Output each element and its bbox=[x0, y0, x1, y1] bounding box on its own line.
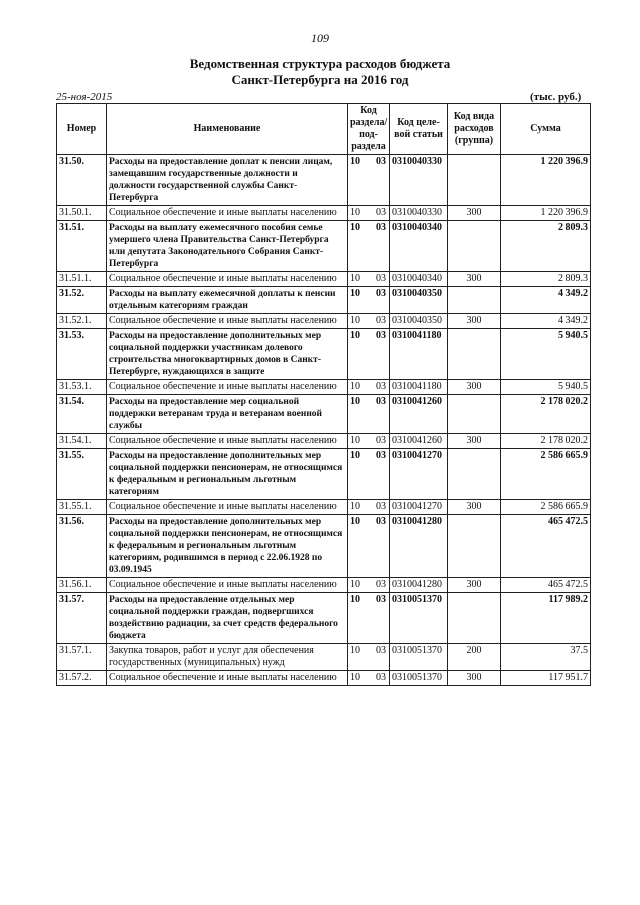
section-code: 10 bbox=[350, 645, 360, 656]
subsection-code: 03 bbox=[376, 516, 386, 527]
section-code: 10 bbox=[350, 288, 360, 299]
section-code: 10 bbox=[350, 156, 360, 167]
row-article-code: 0310051370 bbox=[390, 671, 448, 686]
subsection-code: 03 bbox=[376, 330, 386, 341]
table-row bbox=[57, 578, 591, 593]
header-number: Номер bbox=[57, 104, 107, 155]
row-section-code bbox=[348, 206, 390, 221]
row-number: 31.52. bbox=[57, 287, 107, 314]
subsection-code: 03 bbox=[376, 156, 386, 167]
subsection-code: 03 bbox=[376, 672, 386, 683]
row-number: 31.56.1. bbox=[57, 578, 107, 593]
subsection-code: 03 bbox=[376, 450, 386, 461]
section-code: 10 bbox=[350, 501, 360, 512]
row-expense-type bbox=[448, 155, 501, 206]
row-expense-type bbox=[448, 593, 501, 644]
row-sum: 465 472.5 bbox=[501, 515, 591, 578]
document-title bbox=[0, 56, 640, 88]
row-article-code: 0310040350 bbox=[390, 314, 448, 329]
table-row bbox=[57, 221, 591, 272]
row-number: 31.53. bbox=[57, 329, 107, 380]
row-sum: 37.5 bbox=[501, 644, 591, 671]
row-article-code: 0310040350 bbox=[390, 287, 448, 314]
row-article-code: 0310040330 bbox=[390, 155, 448, 206]
row-number: 31.51.1. bbox=[57, 272, 107, 287]
budget-table bbox=[56, 103, 591, 686]
row-section-code bbox=[348, 155, 390, 206]
row-name: Расходы на предоставление мер социальной поддержки ветеранам труда и ветеранам военной службы bbox=[107, 395, 348, 434]
row-article-code: 0310041280 bbox=[390, 578, 448, 593]
row-name: Социальное обеспечение и иные выплаты населению bbox=[107, 206, 348, 221]
row-sum: 5 940.5 bbox=[501, 329, 591, 380]
row-number: 31.55. bbox=[57, 449, 107, 500]
row-article-code: 0310040340 bbox=[390, 272, 448, 287]
row-name: Закупка товаров, работ и услуг для обеспечения государственных (муниципальных) нужд bbox=[107, 644, 348, 671]
row-number: 31.57. bbox=[57, 593, 107, 644]
row-name: Социальное обеспечение и иные выплаты населению bbox=[107, 434, 348, 449]
row-expense-type bbox=[448, 449, 501, 500]
row-expense-type: 300 bbox=[448, 671, 501, 686]
row-expense-type bbox=[448, 515, 501, 578]
table-row bbox=[57, 500, 591, 515]
row-expense-type: 300 bbox=[448, 500, 501, 515]
header-expense-type: Код вида расходов (группа) bbox=[448, 104, 501, 155]
section-code: 10 bbox=[350, 435, 360, 446]
subsection-code: 03 bbox=[376, 396, 386, 407]
table-row bbox=[57, 434, 591, 449]
row-section-code bbox=[348, 578, 390, 593]
row-name: Социальное обеспечение и иные выплаты населению bbox=[107, 671, 348, 686]
row-sum: 1 220 396.9 bbox=[501, 206, 591, 221]
row-section-code bbox=[348, 593, 390, 644]
section-code: 10 bbox=[350, 516, 360, 527]
header-sum: Сумма bbox=[501, 104, 591, 155]
section-code: 10 bbox=[350, 594, 360, 605]
row-section-code bbox=[348, 644, 390, 671]
row-sum: 5 940.5 bbox=[501, 380, 591, 395]
row-sum: 465 472.5 bbox=[501, 578, 591, 593]
section-code: 10 bbox=[350, 672, 360, 683]
row-name: Социальное обеспечение и иные выплаты населению bbox=[107, 500, 348, 515]
row-name: Расходы на выплату ежемесячного пособия семье умершего члена Правительства Санкт-Петербурга или депутата Законодательного Собрания Санкт-Петербурга bbox=[107, 221, 348, 272]
row-sum: 2 178 020.2 bbox=[501, 395, 591, 434]
row-article-code: 0310041180 bbox=[390, 329, 448, 380]
subsection-code: 03 bbox=[376, 579, 386, 590]
row-expense-type: 300 bbox=[448, 272, 501, 287]
row-expense-type: 300 bbox=[448, 314, 501, 329]
row-sum: 2 586 665.9 bbox=[501, 500, 591, 515]
title-line-1: Ведомственная структура расходов бюджета bbox=[189, 56, 451, 71]
row-section-code bbox=[348, 434, 390, 449]
row-number: 31.50. bbox=[57, 155, 107, 206]
row-section-code bbox=[348, 221, 390, 272]
row-section-code bbox=[348, 395, 390, 434]
row-article-code: 0310041260 bbox=[390, 395, 448, 434]
table-header-row bbox=[57, 104, 591, 155]
section-code: 10 bbox=[350, 207, 360, 218]
table-row bbox=[57, 272, 591, 287]
document-date: 25-ноя-2015 bbox=[56, 91, 113, 103]
subsection-code: 03 bbox=[376, 273, 386, 284]
row-sum: 117 989.2 bbox=[501, 593, 591, 644]
row-article-code: 0310041280 bbox=[390, 515, 448, 578]
header-section: Код раздела/ под-раздела bbox=[348, 104, 390, 155]
row-sum: 2 586 665.9 bbox=[501, 449, 591, 500]
row-article-code: 0310051370 bbox=[390, 644, 448, 671]
row-section-code bbox=[348, 380, 390, 395]
table-row bbox=[57, 515, 591, 578]
section-code: 10 bbox=[350, 579, 360, 590]
row-sum: 1 220 396.9 bbox=[501, 155, 591, 206]
subsection-code: 03 bbox=[376, 501, 386, 512]
title-line-2: Санкт-Петербурга на 2016 год bbox=[231, 72, 409, 87]
row-section-code bbox=[348, 272, 390, 287]
row-section-code bbox=[348, 329, 390, 380]
row-expense-type: 200 bbox=[448, 644, 501, 671]
row-number: 31.57.1. bbox=[57, 644, 107, 671]
row-number: 31.54.1. bbox=[57, 434, 107, 449]
row-name: Социальное обеспечение и иные выплаты населению bbox=[107, 380, 348, 395]
section-code: 10 bbox=[350, 396, 360, 407]
section-code: 10 bbox=[350, 315, 360, 326]
row-article-code: 0310041270 bbox=[390, 449, 448, 500]
row-section-code bbox=[348, 449, 390, 500]
table-row bbox=[57, 314, 591, 329]
row-expense-type bbox=[448, 395, 501, 434]
subsection-code: 03 bbox=[376, 594, 386, 605]
row-sum: 4 349.2 bbox=[501, 314, 591, 329]
row-expense-type bbox=[448, 287, 501, 314]
row-expense-type bbox=[448, 329, 501, 380]
table-row bbox=[57, 206, 591, 221]
table-row bbox=[57, 287, 591, 314]
row-name: Расходы на предоставление доплат к пенсии лицам, замещавшим государственные должности и должности государственной службы Санкт-Петербурга bbox=[107, 155, 348, 206]
subsection-code: 03 bbox=[376, 315, 386, 326]
row-number: 31.51. bbox=[57, 221, 107, 272]
table-row bbox=[57, 644, 591, 671]
row-section-code bbox=[348, 500, 390, 515]
header-name: Наименование bbox=[107, 104, 348, 155]
row-name: Социальное обеспечение и иные выплаты населению bbox=[107, 314, 348, 329]
row-number: 31.52.1. bbox=[57, 314, 107, 329]
subsection-code: 03 bbox=[376, 435, 386, 446]
row-name: Расходы на выплату ежемесячной доплаты к пенсии отдельным категориям граждан bbox=[107, 287, 348, 314]
row-section-code bbox=[348, 314, 390, 329]
row-sum: 4 349.2 bbox=[501, 287, 591, 314]
table-row bbox=[57, 155, 591, 206]
row-article-code: 0310040340 bbox=[390, 221, 448, 272]
row-expense-type: 300 bbox=[448, 380, 501, 395]
table-row bbox=[57, 395, 591, 434]
subsection-code: 03 bbox=[376, 645, 386, 656]
row-number: 31.54. bbox=[57, 395, 107, 434]
table-row bbox=[57, 449, 591, 500]
subsection-code: 03 bbox=[376, 288, 386, 299]
row-name: Расходы на предоставление отдельных мер социальной поддержки граждан, подвергшихся воздействию радиации, за счет средств федерального бюджета bbox=[107, 593, 348, 644]
table-row bbox=[57, 671, 591, 686]
section-code: 10 bbox=[350, 330, 360, 341]
section-code: 10 bbox=[350, 273, 360, 284]
row-sum: 2 178 020.2 bbox=[501, 434, 591, 449]
row-expense-type bbox=[448, 221, 501, 272]
row-expense-type: 300 bbox=[448, 206, 501, 221]
row-expense-type: 300 bbox=[448, 578, 501, 593]
table-row bbox=[57, 380, 591, 395]
row-expense-type: 300 bbox=[448, 434, 501, 449]
section-code: 10 bbox=[350, 381, 360, 392]
table-row bbox=[57, 593, 591, 644]
row-name: Расходы на предоставление дополнительных мер социальной поддержки пенсионерам, не относящимся к федеральным и региональным льготным категориям, родившимся в период с 22.06.1928 по 03.09.1945 bbox=[107, 515, 348, 578]
row-section-code bbox=[348, 515, 390, 578]
row-article-code: 0310051370 bbox=[390, 593, 448, 644]
row-name: Социальное обеспечение и иные выплаты населению bbox=[107, 272, 348, 287]
header-article: Код целе-вой статьи bbox=[390, 104, 448, 155]
row-number: 31.57.2. bbox=[57, 671, 107, 686]
row-section-code bbox=[348, 671, 390, 686]
row-name: Социальное обеспечение и иные выплаты населению bbox=[107, 578, 348, 593]
row-number: 31.53.1. bbox=[57, 380, 107, 395]
row-number: 31.55.1. bbox=[57, 500, 107, 515]
row-section-code bbox=[348, 287, 390, 314]
row-article-code: 0310041270 bbox=[390, 500, 448, 515]
row-article-code: 0310040330 bbox=[390, 206, 448, 221]
row-number: 31.56. bbox=[57, 515, 107, 578]
row-article-code: 0310041180 bbox=[390, 380, 448, 395]
section-code: 10 bbox=[350, 450, 360, 461]
subsection-code: 03 bbox=[376, 207, 386, 218]
row-sum: 2 809.3 bbox=[501, 221, 591, 272]
section-code: 10 bbox=[350, 222, 360, 233]
table-body bbox=[57, 155, 591, 686]
row-article-code: 0310041260 bbox=[390, 434, 448, 449]
page-number: 109 bbox=[311, 31, 329, 45]
row-sum: 2 809.3 bbox=[501, 272, 591, 287]
row-name: Расходы на предоставление дополнительных мер социальной поддержки участникам долевого строительства многоквартирных домов в Санкт-Петербурге, нуждающихся в защите bbox=[107, 329, 348, 380]
units-label: (тыс. руб.) bbox=[530, 91, 582, 103]
row-sum: 117 951.7 bbox=[501, 671, 591, 686]
row-name: Расходы на предоставление дополнительных мер социальной поддержки пенсионерам, не относящимся к федеральным и региональным льготным категориям bbox=[107, 449, 348, 500]
row-number: 31.50.1. bbox=[57, 206, 107, 221]
table-row bbox=[57, 329, 591, 380]
subsection-code: 03 bbox=[376, 381, 386, 392]
subsection-code: 03 bbox=[376, 222, 386, 233]
